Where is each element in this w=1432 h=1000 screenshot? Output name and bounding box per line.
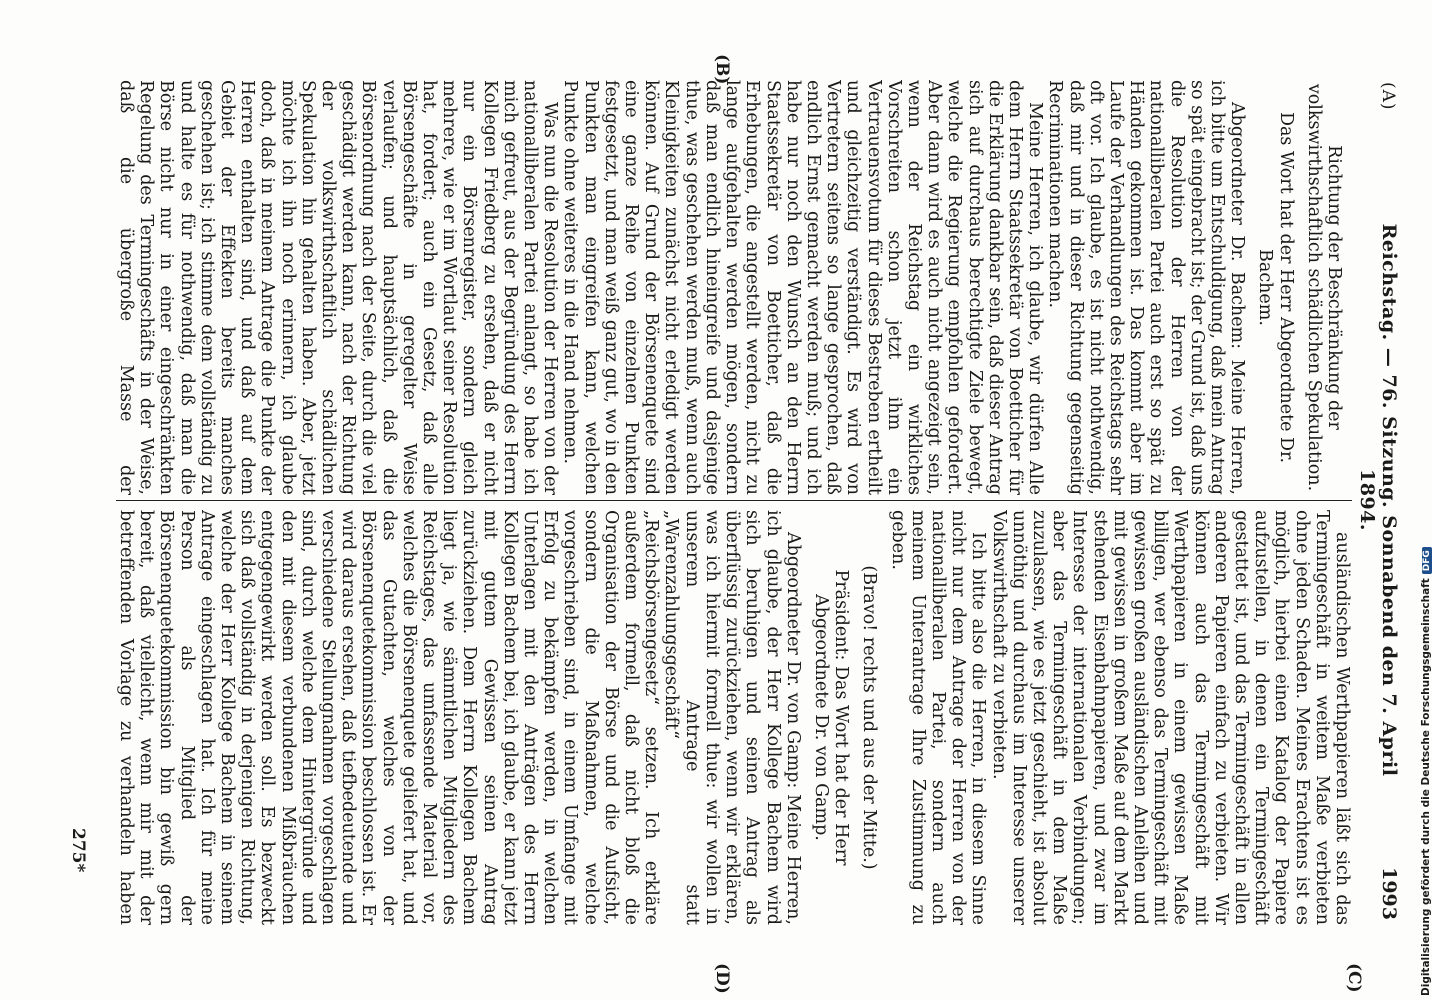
sheet-signature: 275* <box>68 828 88 873</box>
paragraph: ausländischen Werthpapieren läßt sich das Termingeschäft in weitem Maße verbieten ohne jeden Schaden. Meines Erachtens ist es möglich, hierbei einen Katalog der Papiere aufzustellen, in denen ein Termingeschäft gestattet ist, und das Termingeschäft in allen anderen Papieren einfach zu verbieten. Wir können auch das Termingeschäft mit Werthpapieren in einem gewissen Maße billigen, wer ebenso das Termingeschäft mit gewissen großen ausländischen Anleihen und mit gewissen in großem Maße auf dem Markt stehenden Eisenbahnpapieren, und zwar im Interesse der internationalen Verbindungen; aber das Termingeschäft in dem Maße zuzulassen, wie es jetzt geschieht, ist absolut unnöthig und durchaus im Interesse unserer Volkswirthschaft zu verbieten. <box>988 510 1352 925</box>
page-header <box>1356 0 1412 1000</box>
column-marker-a: (A) <box>1378 82 1398 111</box>
paragraph: Präsident: Das Wort hat der Herr Abgeordnete Dr. von Gamp. <box>810 569 852 866</box>
dfg-logo-icon: DFG <box>1422 547 1432 574</box>
right-column <box>116 510 1352 925</box>
paragraph: (Bravo! rechts und aus der Mitte.) <box>859 565 880 870</box>
column-divider <box>116 500 1352 501</box>
digitization-credit <box>1420 550 1432 996</box>
left-column <box>116 80 1352 495</box>
page-number: 1993 <box>1378 867 1400 920</box>
paragraph: Meine Herren, ich glaube, wir dürfen Alle dem Herrn Staatssekretär von Boetticher für die Erklärung dankbar sein, daß dieser Antrag sich auf durchaus berechtigte Ziele bewegt, welche die Regierung empfohlen gefordert. Aber dann wird es auch nicht angezeigt sein, wenn der Reichstag ein wirkliches Vorschreiten schon jetzt ihm ein Vertrauensvotum für dieses Bestreben ertheilt und gleichzeitig verständigt. Es wird von Vertretern seitens so lange gesprochen, daß endlich Ernst gemacht werden muß; und ich habe nur noch den Wunsch an den Herrn Staatssekretär von Boetticher, daß die Erhebungen, die angestellt werden, nicht zu lange aufgehalten werden mögen, sondern daß man endlich hineingreife und dasjenige thue, was geschehen werden muß, wenn auch Kleinigkeiten zunächst nicht erledigt werden können. Auf Grund der Börsenenquete sind eine ganze Reihe von einzelnen Punkten festgesetzt, und man weiß ganz gut, wo in den Punkten man eingreifen kann, welchen Punkte ohne weiteres in die Hand nehmen. <box>560 80 1046 495</box>
column-marker-d: (D) <box>712 963 732 994</box>
credit-text: Digitalisierung gefördert durch die Deutsche Forschungsgemeinschaft <box>1420 578 1432 996</box>
paragraph: Abgeordneter Dr. Bachem: Meine Herren, ich bitte um Entschuldigung, daß mein Antrag so spät eingebracht ist; der Grund ist, daß uns die Resolution der Herren von der nationalliberalen Partei auch erst so spät zu Händen gekommen ist. Das kommt aber im Laufe der Verhandlungen des Reichstags sehr oft vor. Ich glaube, es ist nicht nothwendig, daß mir und in dieser Richtung gegenseitig Recriminationen machen. <box>1045 80 1248 495</box>
paragraph: Richtung der Beschränkung der volkswirthschaftlich schädlichen Spekulation. <box>1303 83 1344 492</box>
paragraph: Abgeordneter Dr. von Gamp: Meine Herren, ich glaube, der Herr Kollege Bachem wird sich beruhigen und seinen Antrag als überflüssig zurückziehen, wenn wir erklären, was ich hiermit formell thue: wir wollen in unserem Antrage statt „Warenzahlungsgeschäft“ „Reichsbörsengesetz“ setzen. Ich erkläre außerdem formell, daß nicht bloß die Organisation der Börse und die Aufsicht, sondern die Maßnahmen, welche vorgeschrieben sind, in einem Umfange mit Erfolg zu bekämpfen werden, in welchen Unterlagen mit den Anträgen des Herrn Kollegen Bachem bei, ich glaube, er kann jetzt mit gutem Gewissen seinen Antrag zurückziehen. Dem Herrn Kollegen Bachem liegt ja, wie sämmtlichen Mitgliedern des Reichstages, das umfassende Material vor, welches die Börsenenquete geliefert hat, und das Gutachten, welches von der Börsenenquetekommission beschlossen ist. Er wird daraus ersehen, daß tiefbedeutende und verschiedene Stellungnahmen vorgeschlagen sind, durch welche dem Hintergründe und den mit diesem verbundenen Mißbräuchen entgegengewirkt werden soll. Es bezweckt sich daß vollständig in derjenigen Richtung, welche der Herr Kollege Bachem in seinem Antrage eingeschlagen hat. Ich für meine Person als Mitglied der Börsenenquetekommission bin gewiß gern bereit, daß vielleicht, wenn mir mit der betreffenden Vorlage zu verhandeln haben <box>116 510 803 925</box>
column-marker-b: (B) <box>712 54 732 85</box>
paragraph: Ich bitte also die Herren, in diesem Sinne nicht nur dem Antrage der Herren von der nationalliberalen Partei, sondern auch meinem Unterantrage Ihre Zustimmung zu geben. <box>887 510 989 925</box>
paragraph: Das Wort hat der Herr Abgeordnete Dr. Bachem. <box>1255 111 1296 464</box>
paragraph: Was nun die Resolution der Herren von der nationalliberalen Partei anlangt, so habe ich mich gefreut, aus der Begründung des Herrn Kollegen Friedberg zu ersehen, daß er nicht nur ein Börsenregister, sondern gleich mehrere, wie er im Wortlaut seiner Resolution hat, fordert; auch ein Gesetz, daß alle Börsengeschäfte in geregelter Weise verlaufen; und hauptsächlich, daß die Börsenordnung nach der Seite, durch die viel geschädigt werden kann, nach der Richtung der volkswirthschaftlich schädlichen Spekulation hin gehalten haben. Aber, jetzt möchte ich ihn noch erinnern, ich glaube doch, daß in meinem Antrage die Punkte der Herren enthalten sind, und daß auf dem Gebiet der Effekten bereits manches geschehen ist; ich stimme dem vollständig zu und halte es für nothwendig, daß man die Börse nicht nur in einer eingeschränkten Regelung des Termingeschäfts in der Weise, daß die übergroße Masse der <box>116 80 561 495</box>
running-title: Reichstag. — 76. Sitzung. Sonnabend den 7. April 1894. <box>1356 223 1400 777</box>
column-marker-c: (C) <box>1344 963 1364 993</box>
